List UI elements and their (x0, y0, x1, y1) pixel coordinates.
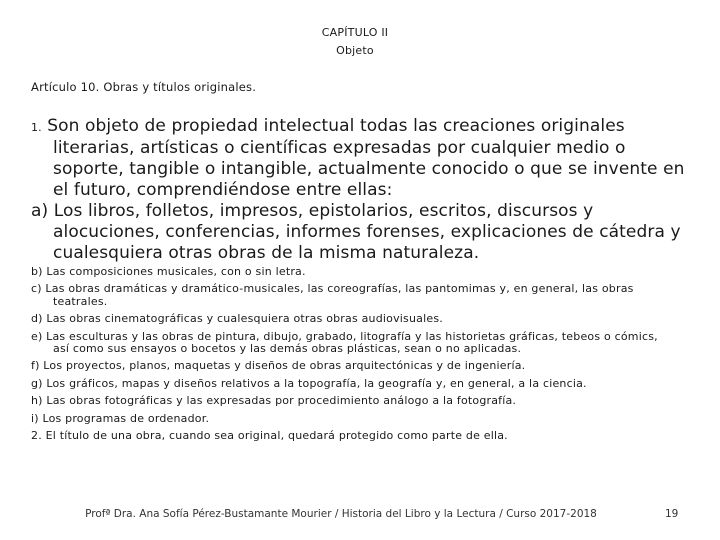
list-item-h: h) Las obras fotográficas y las expresadas por procedimiento análogo a la fotografía. (31, 394, 517, 408)
list-item-d: d) Las obras cinematográficas y cualesquiera otras obras audiovisuales. (31, 312, 443, 326)
footer-credit: Profª Dra. Ana Sofía Pérez-Bustamante Mourier / Historia del Libro y la Lectura / Curso 2017-2018 (85, 508, 597, 520)
chapter-subtitle: Objeto (336, 44, 374, 57)
main-paragraphs (31, 116, 691, 264)
chapter-title: CAPÍTULO II (321, 26, 389, 39)
paragraph-1 (31, 116, 691, 201)
list-item-c: c) Las obras dramáticas y dramático-musicales, las coreografías, las pantomimas y, en general, las obras teatrales. (31, 282, 634, 308)
item-a: a) Los libros, folletos, impresos, epistolarios, escritos, discursos y alocuciones, conferencias, informes forenses, explicaciones de cátedra y cualesquiera otras obras de la misma naturaleza. (31, 201, 681, 263)
page-number: 19 (665, 508, 679, 520)
list-item-e: e) Las esculturas y las obras de pintura, dibujo, grabado, litografía y las historietas gráficas, tebeos o cómics, así como sus ensayos o bocetos y las demás obras plásticas, sean o no aplicadas. (31, 329, 658, 356)
paragraph-2: 2. El título de una obra, cuando sea original, quedará protegido como parte de ella. (31, 429, 508, 443)
list-item-b: b) Las composiciones musicales, con o sin letra. (31, 265, 306, 278)
article-title: Artículo 10. Obras y títulos originales. (31, 80, 257, 94)
list-item-i: i) Los programas de ordenador. (31, 411, 210, 425)
list-item-g: g) Los gráficos, mapas y diseños relativos a la topografía, la geografía y, en general, a la ciencia. (31, 376, 587, 390)
item-list (31, 266, 671, 447)
list-item-f: f) Los proyectos, planos, maquetas y diseños de obras arquitectónicas y de ingeniería. (31, 359, 526, 373)
chapter-header (0, 24, 710, 60)
paragraph-1-text: Son objeto de propiedad intelectual todas las creaciones originales literarias, artísticas o científicas expresadas por cualquier medio o soporte, tangible o intangible, actualmente conocido o que se invente en el futuro, comprendiéndose entre ellas: (47, 116, 685, 200)
paragraph-1-number: 1. (31, 121, 42, 134)
